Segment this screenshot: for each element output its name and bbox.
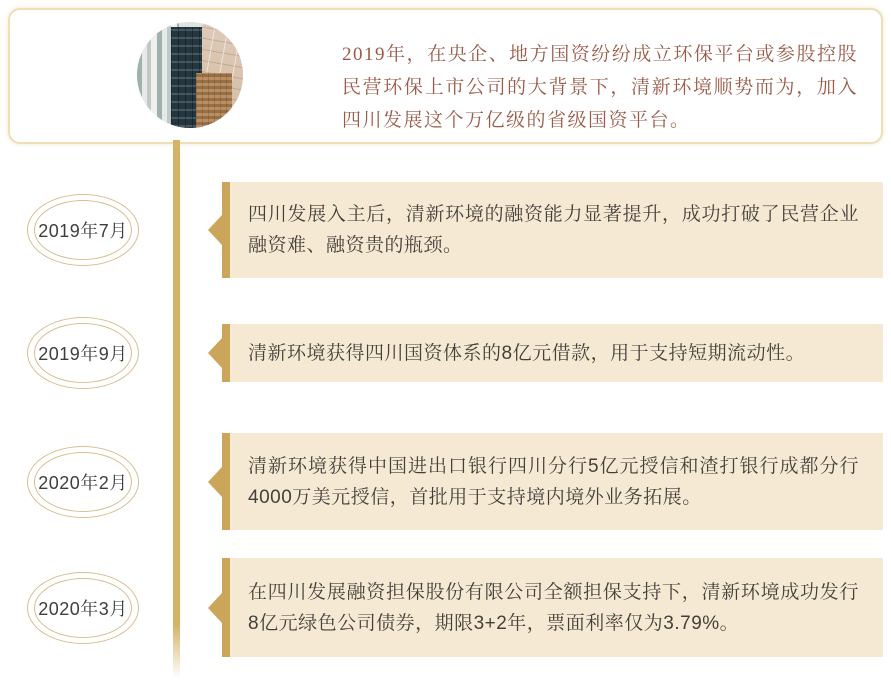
event-text: 清新环境获得四川国资体系的8亿元借款，用于支持短期流动性。 (248, 342, 806, 364)
date-oval (27, 572, 139, 644)
event-text: 清新环境获得中国进出口银行四川分行5亿元授信和渣打银行成都分行4000万美元授信，首批用于支持境内境外业务拓展。 (248, 455, 859, 508)
event-card (222, 182, 883, 278)
photo-building-lower-right (196, 73, 232, 128)
date-oval (27, 194, 139, 266)
event-card (222, 433, 883, 530)
date-oval (27, 317, 139, 389)
left-arrow-icon (208, 338, 222, 368)
event-card (222, 558, 883, 657)
card-accent-bar (222, 324, 230, 382)
date-oval (27, 446, 139, 518)
left-arrow-icon (208, 593, 222, 623)
date-label: 2019年7月 (38, 221, 128, 241)
timeline-row (0, 324, 891, 382)
event-card (222, 324, 883, 382)
date-label: 2019年9月 (38, 344, 128, 364)
header-paragraph: 2019年，在央企、地方国资纷纷成立环保平台或参股控股民营环保上市公司的大背景下，清新环境顺势而为，加入四川发展这个万亿级的省级国资平台。 (342, 44, 858, 131)
card-accent-bar (222, 558, 230, 657)
building-photo (137, 22, 243, 128)
timeline-row (0, 433, 891, 530)
event-text: 在四川发展融资担保股份有限公司全额担保支持下，清新环境成功发行8亿元绿色公司债券，期限3+2年，票面利率仅为3.79%。 (248, 581, 859, 634)
date-label: 2020年2月 (38, 472, 128, 493)
left-arrow-icon (208, 467, 222, 497)
card-accent-bar (222, 182, 230, 278)
event-text: 四川发展入主后，清新环境的融资能力显著提升，成功打破了民营企业融资难、融资贵的瓶颈。 (248, 204, 859, 256)
timeline-row (0, 558, 891, 657)
header-card (8, 8, 883, 144)
timeline-row (0, 182, 891, 278)
card-accent-bar (222, 433, 230, 530)
date-label: 2020年3月 (38, 598, 128, 619)
left-arrow-icon (208, 215, 222, 245)
